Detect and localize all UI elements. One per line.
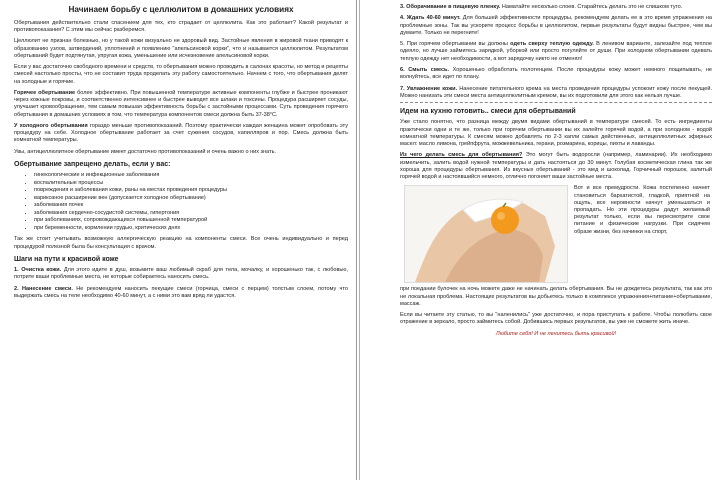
- step-5-prefix: 5. При горячем обертывании вы должны: [400, 41, 511, 48]
- contraindications-heading: Обертывание запрещено делать, если у вас:: [14, 161, 171, 169]
- paragraph-benefits: Вот и все премудрости. Кожа постепенно начнет становиться бархатистой, гладкой, приятной на ощупь, все неровности начнут уменьшаться и пропадать. Но эти процедуры дадут желаемый результат только, если вы пересмотрите свое питание и физические нагрузки. При сидячем образе жизни, без начинки на спорт,: [574, 185, 710, 235]
- step-1-text: Для этого идите в душ, возьмите ваш любимый скраб для тела, мочалку, и хорошенько так, с любовью, потрите ваши проблемные места, не которые собираетесь наносить смесь.: [14, 267, 348, 281]
- legs-with-orange-photo: [404, 185, 568, 283]
- step-2-term: 2. Нанесение смеси.: [14, 285, 73, 292]
- paragraph-allergy: Так же стоит учитывать возможную аллергическую реакцию на компоненты смеси. Все очень индивидуально и перед процедурой полезной была бы консультация с врачом.: [14, 236, 348, 250]
- paragraph-hot-wrap: [14, 90, 348, 119]
- step-3-term: 3. Оборачивание в пищевую пленку.: [400, 4, 501, 10]
- step-4: [400, 15, 712, 37]
- right-page: [359, 0, 720, 480]
- step-6: [400, 67, 712, 81]
- photo-side-text: [574, 185, 710, 235]
- step-6-text: Хорошенько обработать полотенцем. После процедуры кожу может немного пощипывать, не волнуйтесь, все идет по плану.: [400, 66, 712, 81]
- paragraph-definition: Целлюлит не признан болезнью, но у такой кожи визуально не здоровый вид. Застойные явления в жировой ткани приводят к образованию узлов, затвердений, уплотнений и появлению "апельсиновой корки", что и называется целлюлитом. Результатом обертываний будет подтянутая, упругая кожа, уменьшение или исчезновение апельсиновой корки.: [14, 38, 348, 59]
- list-item: • повреждения и заболевания кожи, раны на местах проведения процедуры: [34, 187, 348, 194]
- cold-wrap-term: У холодного обертывания: [14, 123, 88, 130]
- mix-text: Это могут быть водоросли (например, ламинарии). Их необходимо измельчить, залить водой нужной температуры и дать настояться до 30 минут. Голубая косметическая глина так же хороша для процедуры обертывания. Из вкусных обертываний - это мед и шоколад. Горчичный порошок, залитый горячей водой и настоявшийся немного, отлично погоняет ваши застойные места.: [400, 152, 712, 180]
- step-2: [14, 286, 348, 300]
- paragraph-contraindications-note: Увы, антицеллюлитное обертывание имеет достаточно противопоказаний и очень важно о них знать.: [14, 148, 277, 155]
- paragraph-mix-temperature: Уже стало понятно, что разница между двумя видами обертываний в температуре смесей. То есть ингредиенты практически одни и те же, только при горячем обертывании вы их залейте горячей водой, а при холодном - водой комнатной температуры. К смесям можно добавлять по 2-3 капли самых действенных, антицеллюлитных эфирных масел: масло лимона, грейпфрута, можжевельника, герани, розмарина, корицы, пихты и лаванды.: [400, 119, 712, 147]
- hot-wrap-term: Горячее обертывание: [14, 90, 76, 97]
- article-title: Начинаем борьбу с целлюлитом в домашних условиях: [68, 5, 294, 14]
- step-7-text: Нанесение питательного крема на места проведения процедуры успокоит кожу после пекущей. Можно нанизать эти смеси места антицеллюлитным кремом, вы их подготовили для этого как нельзя лучше.: [400, 85, 712, 99]
- step-3-text: Наматайте несколько слоев. Старайтесь делать это не слишком туго.: [500, 4, 683, 10]
- step-1: [14, 267, 348, 281]
- cold-wrap-text: гораздо меньше противопоказаний. Поэтому практически каждая женщина может опробовать эту процедуру на себе. Холодное обертывание работает за счет сужения сосудов, капилляров и пор. Смесь должна быть комнатной температуры.: [14, 123, 348, 144]
- step-5-term: одеть сверху теплую одежду.: [510, 41, 594, 48]
- step-5: [400, 41, 712, 63]
- left-page: [0, 0, 357, 480]
- paragraph-mix-ingredients: [400, 152, 712, 181]
- paragraph-benefits-continued: при поедании булочек на ночь можете даже не начинать делать обертывания. Вы не дождетесь результата, так как это не локальная проблема. Настоящих результатов вы добьетесь только в комплексе упражнения+питание+обертывание, массаж.: [400, 286, 712, 307]
- list-item: • заболевания сердечно-сосудистой системы, гипертония: [34, 210, 348, 217]
- steps-heading: Шаги на пути к красивой коже: [14, 255, 119, 263]
- hot-wrap-text: более эффективно. При повышенной температуре активные компоненты глубже и быстрее проникают через кожные покровы, и соответственно интенсивнее и быстрее выводят все шлаки и токсины. Процедура расширяет сосуды, улучшает кровообращение, тем самым повышая эффективность борьбы с застойными процессами. Суть проведения горячего обертывания в домашних условиях в том, что температура компонентов смеси должна быть 37-38°С.: [14, 90, 348, 118]
- paragraph-closing: Если вы читаете эту статью, то вы "наленились" уже достаточно, и пора приступать к работе. Чтобы полюбить свое отражение в зеркало, просто займитесь собой. Добившись первых результатов, вы уже не сможете жить иначе.: [400, 312, 712, 326]
- step-7-term: 7. Увлажнение кожи.: [400, 85, 458, 92]
- paragraph-salon: Если у вас достаточно свободного времени и средств, то обертывания можно проводить в салонах красоты, но метод и рецепты смесей настолько просты, что не составит труда проделать эту работу самостоятельно. Начнем с того, что обертывания делят на холодные и горячие.: [14, 64, 348, 85]
- list-item: • при заболеваниях, сопровождающихся повышенной температурой: [34, 217, 348, 224]
- list-item: • воспалительные процессы: [34, 180, 348, 187]
- photo-block: [400, 185, 712, 283]
- contraindications-list: [14, 172, 348, 232]
- kitchen-heading: Идем на кухню готовить.. смеси для обертываний: [400, 107, 576, 115]
- footer-motto: Любите себя! И не ленитесь быть красивой!: [495, 330, 617, 337]
- step-6-term: 6. Смыть смесь.: [400, 66, 450, 73]
- step-1-term: 1. Очистка кожи.: [14, 267, 62, 274]
- step-7: [400, 86, 712, 103]
- legs-illustration: [405, 186, 567, 282]
- list-item: • заболевания почек: [34, 202, 348, 209]
- step-4-text: Для большей эффективности процедуры, рекомендуем делать ее в это время упражнения на проблемные зоны. Так вы ускорите процесс борьбы в целлюлитом, первые результаты будут видны быстрее, чем вы думаете. Только не перегните!: [400, 15, 713, 36]
- list-item: • гинекологические и инфекционные заболевания: [34, 172, 348, 179]
- paragraph-cold-wrap: [14, 123, 348, 145]
- list-item: • при беременности, кормлении грудью, критических днях: [34, 225, 348, 232]
- step-5-text: В ленивом варианте, залезайте под теплое одеяло, но лучше займитесь зарядкой, уборкой или просто погуляйте от души. При холодном обертывании одевать теплую одежду нет необходимости, а вот зарядочку никто не отменял!: [400, 41, 712, 62]
- step-4-term: 4. Ждать 40-60 минут.: [400, 15, 461, 22]
- mix-term: Из чего делать смесь для обертывания?: [400, 152, 523, 159]
- step-3: [400, 4, 712, 11]
- intro-paragraph: Обертывания действительно стали спасением для тех, кто страдает от целлюлита. Как это работает? Какой результат и противопоказания? С этим мы сейчас разберемся.: [14, 19, 348, 34]
- step-2-text: Не рекомендуем наносить пекущие смеси (горчица, смеси с перцем) толстым слоем, потому что выдержать смесь на теле необходимо 40-60 минут, а с ними это вам вряд ли удастся.: [14, 285, 348, 299]
- list-item: • варикозное расширение вен (допускается холодное обертывание): [34, 195, 348, 202]
